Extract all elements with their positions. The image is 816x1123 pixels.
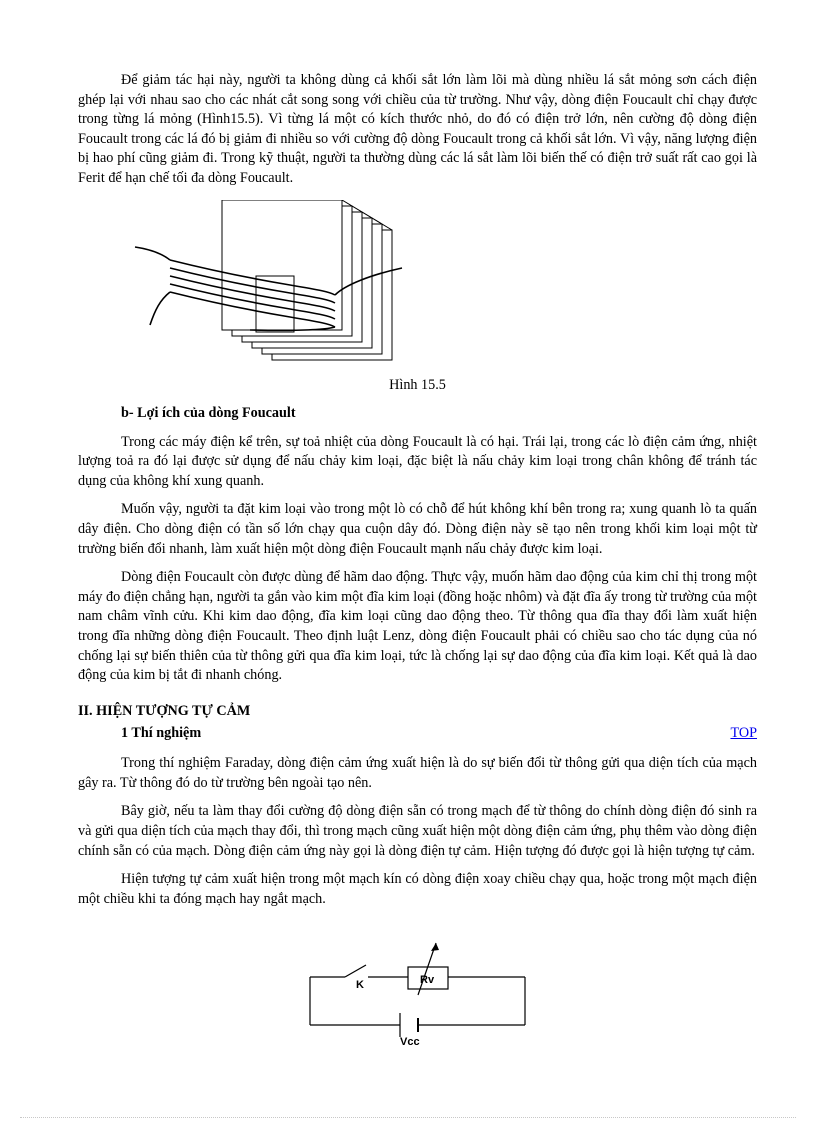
section-b-paragraph-1: Trong các máy điện kể trên, sự toả nhiệt của dòng Foucault là có hại. Trái lại, trong các lò điện cảm ứng, nhiệt lượng toả ra đó lại được sử dụng để nấu chảy kim loại, đặc biệt là nấu chảy kim loại trong chân không để tránh tác dụng của không khí xung quanh. — [78, 433, 757, 489]
section-2-heading: II. HIỆN TƯỢNG TỰ CẢM — [78, 703, 251, 719]
section-b-paragraph-2: Muốn vậy, người ta đặt kim loại vào trong một lò có chỗ để hút không khí bên trong ra; xung quanh lò ta quấn dây điện. Cho dòng điện có tần số lớn chạy qua cuộn dây đó. Dòng điện này sẽ tạo nên trong khối kim loại một từ trường biến đổi nhanh, làm xuất hiện một dòng điện Foucault mạnh nấu chảy được kim loại. — [78, 501, 757, 557]
page-bottom-border — [20, 1117, 796, 1118]
switch-k — [345, 965, 366, 977]
circuit-diagram — [300, 935, 535, 1050]
subheading-row — [78, 724, 757, 744]
section-2 — [78, 702, 757, 909]
section-b-heading: b- Lợi ích của dòng Foucault — [121, 405, 296, 421]
figure-caption: Hình 15.5 — [389, 377, 446, 393]
section-2-paragraph-1: Trong thí nghiệm Faraday, dòng điện cảm ứng xuất hiện là do sự biến đổi từ thông gửi qua diện tích của mạch gây ra. Từ thông đó do từ trường bên ngoài tạo nên. — [78, 755, 757, 791]
section-2-paragraph-3: Hiện tượng tự cảm xuất hiện trong một mạch kín có dòng điện xoay chiều chạy qua, hoặc trong một mạch điện một chiều khi ta đóng mạch hay ngắt mạch. — [78, 871, 757, 907]
switch-label: K — [356, 979, 364, 991]
intro-paragraph: Để giảm tác hại này, người ta không dùng cả khối sắt lớn làm lõi mà dùng nhiều lá sắt mỏng sơn cách điện ghép lại với nhau sao cho các nhát cắt song song với chiều của từ trường. Như vậy, dòng điện Foucault chỉ chạy được trong từng lá mỏng (Hình15.5). Vì từng lá một có kích thước nhỏ, do đó có điện trở lớn, nên cường độ dòng điện Foucault trong các lá đó bị giảm đi nhiều so với cường độ dòng Foucault trong cả khối sắt lớn. Vì vậy, năng lượng điện bị hao phí cũng giảm đi. Trong kỹ thuật, người ta thường dùng các lá sắt làm lõi biến thế có điện trở suất rất cao gọi là Ferit để hạn chế tối đa dòng Foucault. — [78, 72, 757, 186]
rheostat-label: Rv — [420, 974, 435, 986]
section-2-paragraph-2: Bây giờ, nếu ta làm thay đổi cường độ dòng điện sẵn có trong mạch để từ thông do chính dòng điện đó sinh ra và gửi qua diện tích của mạch thay đổi, thì trong mạch cũng xuất hiện một dòng điện cảm ứng, phụ thêm vào dòng điện chính sẵn có của mạch. Dòng điện cảm ứng này gọi là dòng điện tự cảm. Hiện tượng đó được gọi là hiện tượng tự cảm. — [78, 803, 757, 859]
section-b — [78, 404, 757, 686]
experiment-heading: 1 Thí nghiệm — [121, 724, 202, 741]
top-link[interactable]: TOP — [730, 724, 757, 741]
laminated-core-figure — [130, 200, 410, 365]
rheostat-arrow — [418, 943, 436, 995]
source-label: Vcc — [400, 1036, 420, 1048]
section-b-paragraph-3: Dòng điện Foucault còn được dùng để hãm dao động. Thực vậy, muốn hãm dao động của kim chỉ thị trong một máy đo điện chẳng hạn, người ta gắn vào kim một đĩa kim loại (đồng hoặc nhôm) và đặt đĩa ấy trong từ trường của một nam châm vĩnh cửu. Khi kim dao động, đĩa kim loại cũng dao động theo. Từ thông qua đĩa thay đổi làm xuất hiện trong đĩa những dòng điện Foucault. Theo định luật Lenz, dòng điện Foucault phải có chiều sao cho tác dụng của nó chống lại sự biến thiên của từ thông gửi qua đĩa kim loại, tức là chống lại sự dao động của đĩa kim loại. Kết quả là dao động của kim bị tắt đi nhanh chóng. — [78, 569, 757, 684]
intro-section — [78, 71, 757, 189]
